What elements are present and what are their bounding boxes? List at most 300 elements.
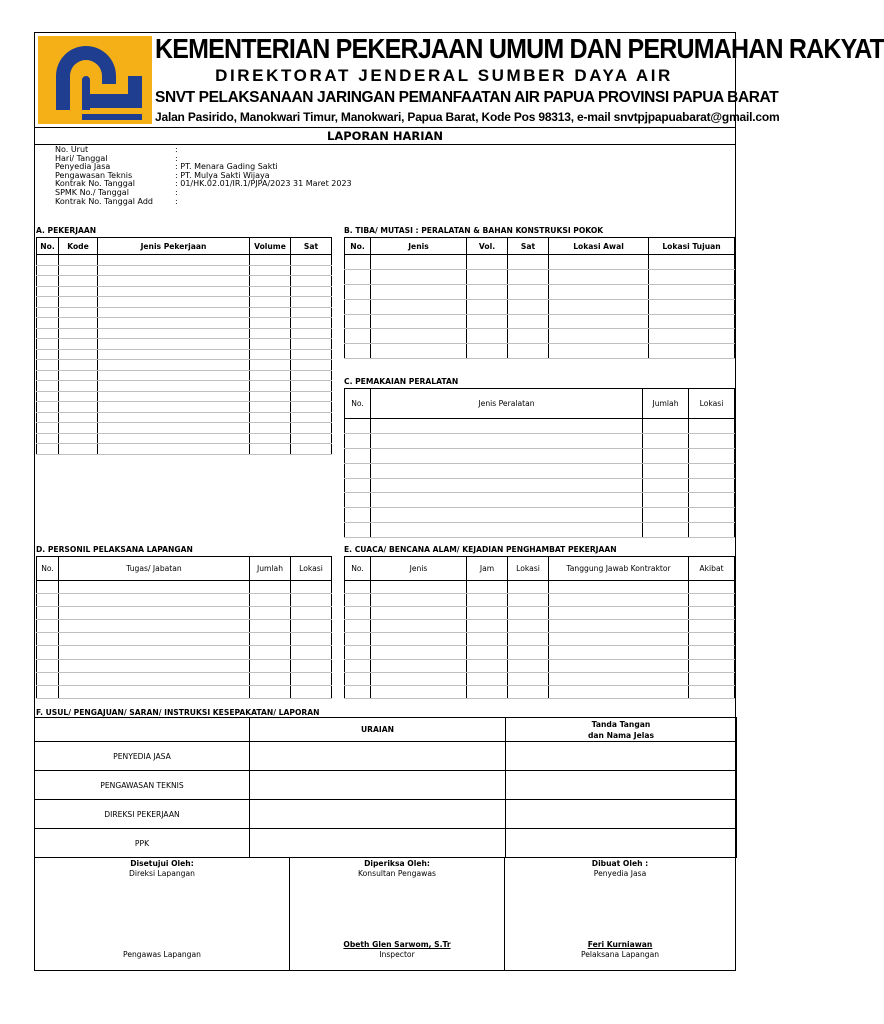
table-cell[interactable] (98, 286, 250, 297)
table-cell[interactable] (345, 672, 371, 685)
table-cell[interactable] (345, 299, 371, 314)
table-cell[interactable] (549, 269, 649, 284)
table-cell[interactable] (345, 463, 371, 478)
table-cell[interactable] (291, 328, 332, 339)
table-cell[interactable] (508, 299, 549, 314)
table-cell[interactable] (549, 581, 689, 594)
table-cell[interactable] (291, 265, 332, 276)
table-cell[interactable] (345, 433, 371, 448)
table-cell[interactable] (59, 328, 98, 339)
signature-cell[interactable] (506, 800, 737, 829)
table-cell[interactable] (649, 329, 735, 344)
table-cell[interactable] (467, 659, 508, 672)
table-cell[interactable] (467, 646, 508, 659)
table-row (345, 478, 735, 493)
table-cell[interactable] (508, 255, 549, 270)
table-cell[interactable] (59, 607, 250, 620)
table-cell[interactable] (37, 318, 59, 329)
table-cell[interactable] (549, 594, 689, 607)
description-cell[interactable] (250, 771, 506, 800)
table-cell[interactable] (345, 646, 371, 659)
table-cell[interactable] (250, 685, 291, 698)
table-cell[interactable] (649, 284, 735, 299)
table-cell[interactable] (291, 276, 332, 287)
table-cell[interactable] (59, 646, 250, 659)
table-cell[interactable] (345, 523, 371, 538)
table-cell[interactable] (508, 284, 549, 299)
table-row (345, 659, 735, 672)
table-cell[interactable] (291, 360, 332, 371)
table-cell[interactable] (291, 307, 332, 318)
table-cell[interactable] (250, 349, 291, 360)
table-cell[interactable] (98, 318, 250, 329)
section-e-title: E. CUACA/ BENCANA ALAM/ KEJADIAN PENGHAMBAT PEKERJAAN (344, 545, 617, 554)
table-cell[interactable] (59, 444, 98, 455)
table-cell[interactable] (467, 284, 508, 299)
column-header: Jenis (371, 557, 467, 581)
table-cell[interactable] (643, 478, 689, 493)
table-cell[interactable] (371, 463, 643, 478)
table-row (345, 493, 735, 508)
table-cell[interactable] (467, 269, 508, 284)
table-cell[interactable] (371, 299, 467, 314)
description-cell[interactable] (250, 800, 506, 829)
table-cell[interactable] (467, 607, 508, 620)
table-cell[interactable] (549, 607, 689, 620)
table-cell[interactable] (291, 685, 332, 698)
table-cell[interactable] (371, 493, 643, 508)
table-cell[interactable] (508, 581, 549, 594)
table-cell[interactable] (59, 297, 98, 308)
table-cell[interactable] (371, 433, 643, 448)
table-cell[interactable] (689, 594, 735, 607)
table-cell[interactable] (59, 659, 250, 672)
table-cell[interactable] (371, 419, 643, 434)
table-row (37, 581, 332, 594)
table-cell[interactable] (291, 391, 332, 402)
table-cell[interactable] (37, 360, 59, 371)
table-cell[interactable] (345, 685, 371, 698)
table-cell[interactable] (549, 255, 649, 270)
table-cell[interactable] (98, 328, 250, 339)
table-cell[interactable] (250, 646, 291, 659)
table-cell[interactable] (59, 685, 250, 698)
table-cell[interactable] (291, 381, 332, 392)
signature-position: Pengawas Lapangan (123, 950, 201, 959)
table-cell[interactable] (345, 478, 371, 493)
table-row (37, 659, 332, 672)
table-cell[interactable] (98, 349, 250, 360)
table-cell[interactable] (98, 360, 250, 371)
column-header (506, 718, 737, 742)
table-cell[interactable] (345, 419, 371, 434)
signature-header-line: Tanda Tangan (591, 719, 651, 729)
table-cell[interactable] (98, 423, 250, 434)
table-cell[interactable] (549, 299, 649, 314)
table-cell[interactable] (37, 581, 59, 594)
table-cell[interactable] (37, 286, 59, 297)
table-cell[interactable] (689, 508, 735, 523)
table-cell[interactable] (98, 297, 250, 308)
table-cell[interactable] (508, 607, 549, 620)
table-cell[interactable] (549, 329, 649, 344)
table-cell[interactable] (250, 607, 291, 620)
table-cell[interactable] (467, 633, 508, 646)
table-cell[interactable] (250, 381, 291, 392)
table-cell[interactable] (467, 299, 508, 314)
table-row (345, 269, 735, 284)
column-header: Tugas/ Jabatan (59, 557, 250, 581)
table-cell[interactable] (467, 344, 508, 359)
table-cell[interactable] (467, 672, 508, 685)
table-cell[interactable] (549, 284, 649, 299)
table-cell[interactable] (98, 265, 250, 276)
table-cell[interactable] (371, 523, 643, 538)
signature-cell[interactable] (506, 829, 737, 858)
table-cell[interactable] (371, 329, 467, 344)
table-cell[interactable] (291, 646, 332, 659)
table-cell[interactable] (291, 620, 332, 633)
table-cell[interactable] (549, 672, 689, 685)
section-a-title: A. PEKERJAAN (36, 226, 97, 235)
table-cell[interactable] (250, 402, 291, 413)
table-cell[interactable] (59, 265, 98, 276)
table-cell[interactable] (643, 463, 689, 478)
table-cell[interactable] (345, 594, 371, 607)
table-cell[interactable] (291, 286, 332, 297)
table-cell[interactable] (250, 594, 291, 607)
table-cell[interactable] (549, 633, 689, 646)
column-header: No. (37, 557, 59, 581)
table-row (345, 433, 735, 448)
table-cell[interactable] (345, 659, 371, 672)
table-cell[interactable] (371, 344, 467, 359)
table-cell[interactable] (467, 620, 508, 633)
table-cell[interactable] (37, 255, 59, 266)
table-cell[interactable] (59, 318, 98, 329)
table-cell[interactable] (291, 607, 332, 620)
table-cell[interactable] (37, 307, 59, 318)
column-header: Sat (508, 238, 549, 255)
table-cell[interactable] (689, 607, 735, 620)
table-cell[interactable] (689, 685, 735, 698)
table-cell[interactable] (345, 255, 371, 270)
table-cell[interactable] (467, 329, 508, 344)
table-cell[interactable] (250, 255, 291, 266)
table-cell[interactable] (37, 349, 59, 360)
table-cell[interactable] (37, 370, 59, 381)
table-cell[interactable] (649, 269, 735, 284)
table-cell[interactable] (345, 314, 371, 329)
table-cell[interactable] (59, 255, 98, 266)
table-cell[interactable] (689, 581, 735, 594)
table-cell[interactable] (37, 265, 59, 276)
table-cell[interactable] (250, 276, 291, 287)
table-cell[interactable] (250, 360, 291, 371)
table-cell[interactable] (59, 339, 98, 350)
table-cell[interactable] (467, 594, 508, 607)
table-cell[interactable] (549, 620, 689, 633)
table-cell[interactable] (250, 286, 291, 297)
table-cell[interactable] (291, 672, 332, 685)
table-cell[interactable] (250, 318, 291, 329)
table-cell[interactable] (508, 620, 549, 633)
table-cell[interactable] (250, 581, 291, 594)
table-cell[interactable] (291, 423, 332, 434)
table-cell[interactable] (59, 594, 250, 607)
table-cell[interactable] (345, 581, 371, 594)
table-cell[interactable] (649, 344, 735, 359)
description-cell[interactable] (250, 829, 506, 858)
table-cell[interactable] (508, 659, 549, 672)
table-cell[interactable] (689, 433, 735, 448)
table-cell[interactable] (291, 433, 332, 444)
table-cell[interactable] (291, 349, 332, 360)
table-cell[interactable] (649, 314, 735, 329)
table-cell[interactable] (291, 255, 332, 266)
table-cell[interactable] (371, 633, 467, 646)
table-row (345, 448, 735, 463)
table-cell[interactable] (98, 412, 250, 423)
table-cell[interactable] (371, 269, 467, 284)
table-cell[interactable] (643, 493, 689, 508)
table-cell[interactable] (689, 448, 735, 463)
table-cell[interactable] (59, 349, 98, 360)
table-cell[interactable] (59, 381, 98, 392)
table-cell[interactable] (371, 659, 467, 672)
table-cell[interactable] (59, 423, 98, 434)
info-label: Penyedia Jasa (55, 162, 111, 172)
table-cell[interactable] (37, 607, 59, 620)
table-cell[interactable] (345, 269, 371, 284)
table-cell[interactable] (643, 433, 689, 448)
table-cell[interactable] (59, 391, 98, 402)
table-cell[interactable] (98, 370, 250, 381)
table-cell[interactable] (689, 620, 735, 633)
table-cell[interactable] (371, 672, 467, 685)
table-cell[interactable] (549, 646, 689, 659)
table-cell[interactable] (371, 478, 643, 493)
table-cell[interactable] (467, 581, 508, 594)
table-cell[interactable] (689, 633, 735, 646)
info-label: SPMK No./ Tanggal (55, 187, 129, 197)
table-cell[interactable] (689, 646, 735, 659)
table-cell[interactable] (37, 633, 59, 646)
table-cell[interactable] (689, 478, 735, 493)
table-cell[interactable] (345, 344, 371, 359)
table-cell[interactable] (371, 646, 467, 659)
table-cell[interactable] (371, 255, 467, 270)
party-label: PPK (35, 829, 250, 858)
table-cell[interactable] (250, 339, 291, 350)
table-cell[interactable] (59, 620, 250, 633)
table-cell[interactable] (250, 391, 291, 402)
table-cell[interactable] (291, 594, 332, 607)
table-cell[interactable] (371, 607, 467, 620)
table-cell[interactable] (37, 423, 59, 434)
description-cell[interactable] (250, 742, 506, 771)
table-cell[interactable] (291, 370, 332, 381)
table-cell[interactable] (371, 284, 467, 299)
table-cell[interactable] (98, 339, 250, 350)
table-cell[interactable] (98, 307, 250, 318)
table-cell[interactable] (37, 620, 59, 633)
table-cell[interactable] (643, 448, 689, 463)
table-cell[interactable] (37, 391, 59, 402)
table-cell[interactable] (37, 685, 59, 698)
equipment-usage-table (344, 388, 735, 538)
table-cell[interactable] (37, 412, 59, 423)
table-cell[interactable] (250, 412, 291, 423)
table-cell[interactable] (508, 594, 549, 607)
table-cell[interactable] (37, 339, 59, 350)
column-header: Jumlah (250, 557, 291, 581)
table-cell[interactable] (345, 448, 371, 463)
table-cell[interactable] (643, 523, 689, 538)
table-cell[interactable] (508, 685, 549, 698)
table-cell[interactable] (250, 307, 291, 318)
table-cell[interactable] (291, 412, 332, 423)
table-cell[interactable] (59, 433, 98, 444)
table-cell[interactable] (59, 370, 98, 381)
table-cell[interactable] (59, 286, 98, 297)
signature-cell[interactable] (506, 771, 737, 800)
table-cell[interactable] (649, 255, 735, 270)
table-cell[interactable] (250, 433, 291, 444)
table-cell[interactable] (467, 685, 508, 698)
table-cell[interactable] (649, 299, 735, 314)
table-cell[interactable] (345, 493, 371, 508)
table-cell[interactable] (291, 444, 332, 455)
table-cell[interactable] (59, 581, 250, 594)
table-cell[interactable] (689, 493, 735, 508)
table-cell[interactable] (371, 685, 467, 698)
table-cell[interactable] (345, 284, 371, 299)
table-cell[interactable] (345, 620, 371, 633)
table-cell[interactable] (508, 633, 549, 646)
table-cell[interactable] (59, 633, 250, 646)
table-cell[interactable] (250, 620, 291, 633)
table-cell[interactable] (250, 672, 291, 685)
table-cell[interactable] (37, 444, 59, 455)
table-cell[interactable] (98, 255, 250, 266)
table-cell[interactable] (371, 314, 467, 329)
table-cell[interactable] (59, 402, 98, 413)
table-cell[interactable] (59, 360, 98, 371)
table-cell[interactable] (689, 463, 735, 478)
signature-cell[interactable] (506, 742, 737, 771)
table-cell[interactable] (37, 672, 59, 685)
table-cell[interactable] (508, 314, 549, 329)
table-cell[interactable] (508, 672, 549, 685)
table-cell[interactable] (371, 594, 467, 607)
table-cell[interactable] (291, 318, 332, 329)
table-cell[interactable] (250, 659, 291, 672)
table-cell[interactable] (549, 659, 689, 672)
column-header: Vol. (467, 238, 508, 255)
table-cell[interactable] (291, 402, 332, 413)
info-value: : 01/HK.02.01/IR.1/PJPA/2023 31 Maret 2023 (175, 179, 352, 189)
table-cell[interactable] (250, 328, 291, 339)
table-cell[interactable] (37, 328, 59, 339)
table-row (37, 339, 332, 350)
table-cell[interactable] (291, 581, 332, 594)
table-cell[interactable] (250, 370, 291, 381)
table-cell[interactable] (37, 276, 59, 287)
table-cell[interactable] (250, 297, 291, 308)
table-cell[interactable] (689, 419, 735, 434)
instruction-table (34, 717, 737, 858)
table-cell[interactable] (291, 339, 332, 350)
table-cell[interactable] (371, 448, 643, 463)
table-cell[interactable] (98, 433, 250, 444)
table-cell[interactable] (98, 381, 250, 392)
table-row (345, 255, 735, 270)
table-cell[interactable] (549, 314, 649, 329)
column-header: Jumlah (643, 389, 689, 419)
table-cell[interactable] (37, 402, 59, 413)
table-cell[interactable] (291, 297, 332, 308)
table-cell[interactable] (371, 581, 467, 594)
table-cell[interactable] (467, 255, 508, 270)
table-cell[interactable] (250, 265, 291, 276)
table-cell[interactable] (549, 685, 689, 698)
table-cell[interactable] (37, 594, 59, 607)
table-cell[interactable] (59, 307, 98, 318)
table-cell[interactable] (345, 607, 371, 620)
table-cell[interactable] (508, 344, 549, 359)
table-cell[interactable] (98, 391, 250, 402)
table-cell[interactable] (371, 620, 467, 633)
signature-role: Direksi Lapangan (129, 869, 195, 878)
table-cell[interactable] (689, 523, 735, 538)
table-cell[interactable] (37, 646, 59, 659)
table-cell[interactable] (98, 402, 250, 413)
table-row (37, 318, 332, 329)
table-cell[interactable] (345, 508, 371, 523)
table-cell[interactable] (345, 633, 371, 646)
table-cell[interactable] (508, 329, 549, 344)
table-cell[interactable] (250, 633, 291, 646)
table-cell[interactable] (37, 381, 59, 392)
directorate-name: DIREKTORAT JENDERAL SUMBER DAYA AIR (215, 66, 673, 85)
table-cell[interactable] (59, 672, 250, 685)
table-cell[interactable] (508, 646, 549, 659)
table-cell[interactable] (37, 659, 59, 672)
table-cell[interactable] (37, 297, 59, 308)
table-row (345, 633, 735, 646)
table-cell[interactable] (689, 659, 735, 672)
table-cell[interactable] (291, 659, 332, 672)
table-cell[interactable] (37, 433, 59, 444)
table-cell[interactable] (59, 412, 98, 423)
table-cell[interactable] (250, 423, 291, 434)
table-cell[interactable] (98, 444, 250, 455)
table-cell[interactable] (291, 633, 332, 646)
table-cell[interactable] (689, 672, 735, 685)
table-cell[interactable] (467, 314, 508, 329)
table-cell[interactable] (643, 419, 689, 434)
table-cell[interactable] (98, 276, 250, 287)
table-cell[interactable] (643, 508, 689, 523)
letterhead (35, 33, 884, 128)
table-cell[interactable] (345, 329, 371, 344)
table-cell[interactable] (371, 508, 643, 523)
table-cell[interactable] (59, 276, 98, 287)
table-cell[interactable] (549, 344, 649, 359)
table-cell[interactable] (250, 444, 291, 455)
table-cell[interactable] (508, 269, 549, 284)
